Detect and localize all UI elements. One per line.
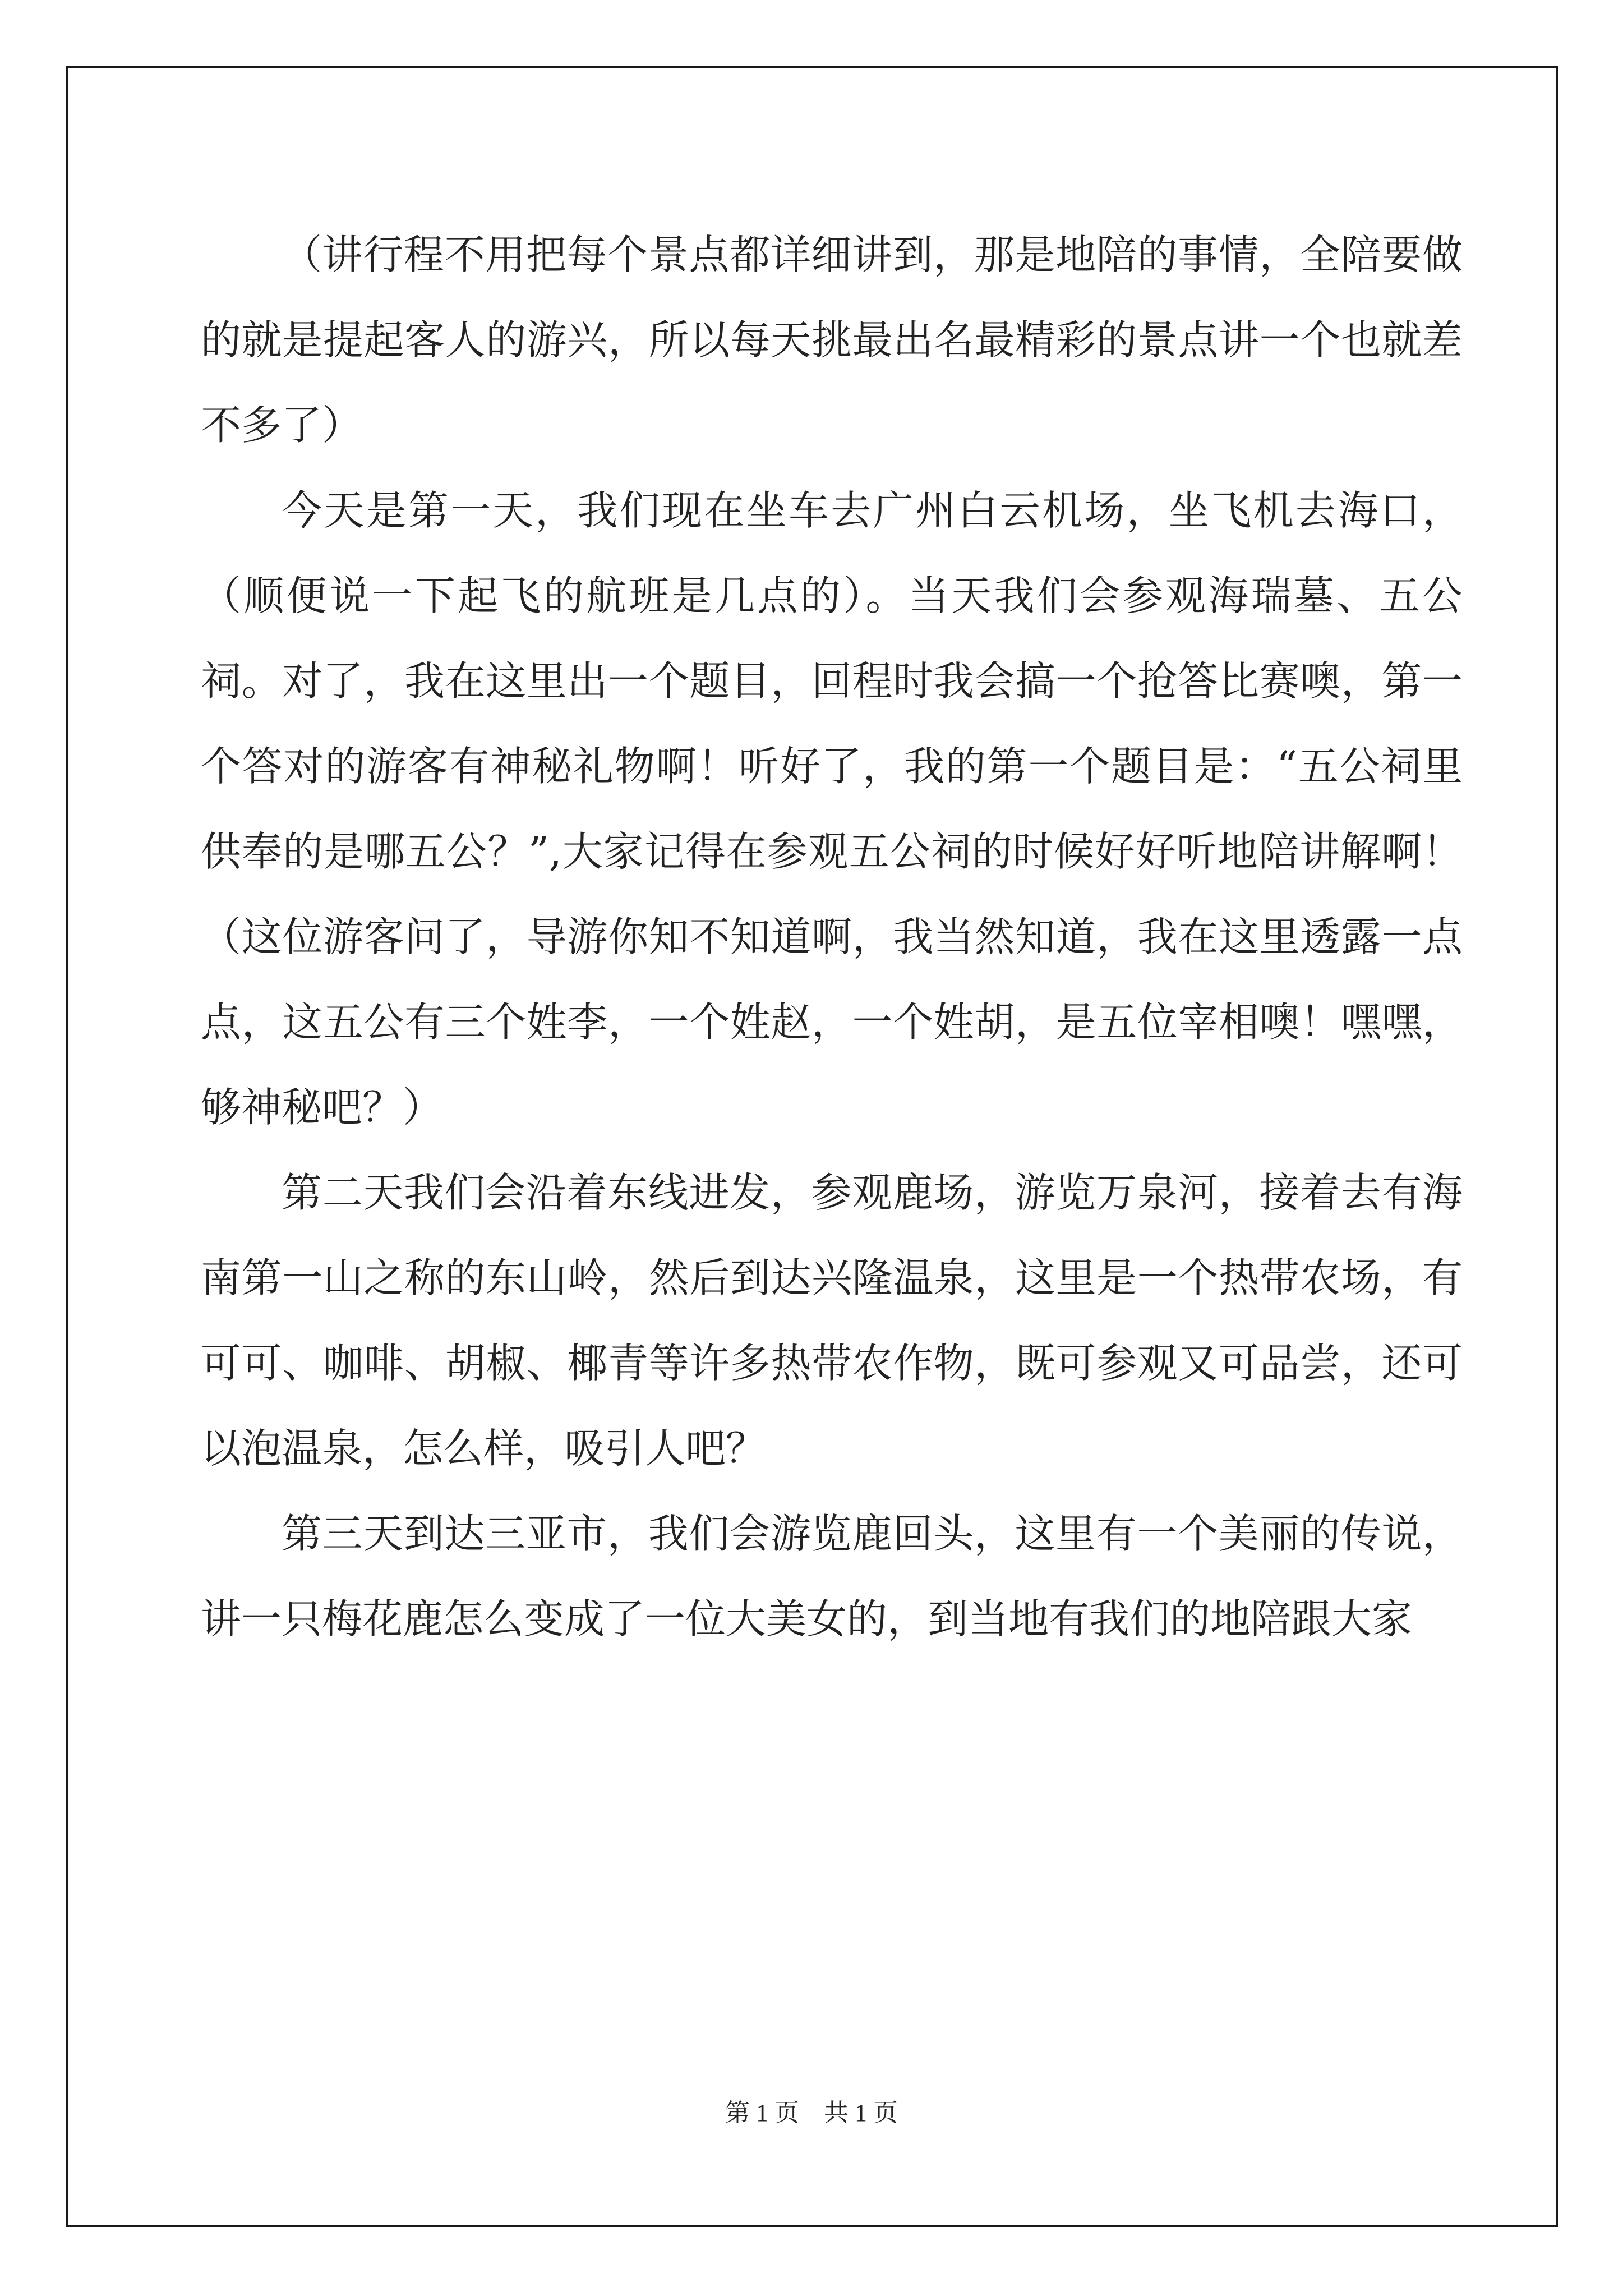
paragraph-itinerary-note: （讲行程不用把每个景点都详细讲到，那是地陪的事情，全陪要做的就是提起客人的游兴，所以每天挑最出名最精彩的景点讲一个也就差不多了） [201,231,1463,449]
document-body [201,212,1463,1662]
page-total: 共 1 页 [824,2099,898,2127]
paragraph-day-two: 第二天我们会沿着东线进发，参观鹿场，游览万泉河，接着去有海南第一山之称的东山岭，然后到达兴隆温泉，这里是一个热带农场，有可可、咖啡、胡椒、椰青等许多热带农作物，既可参观又可品尝，还可以泡温泉，怎么样，吸引人吧？ [201,1169,1463,1472]
page-footer [0,2092,1623,2128]
paragraph-day-one: 今天是第一天，我们现在坐车去广州白云机场，坐飞机去海口，（顺便说一下起飞的航班是几点的）。当天我们会参观海瑞墓、五公祠。对了，我在这里出一个题目，回程时我会搞一个抢答比赛噢，第一个答对的游客有神秘礼物啊！听好了，我的第一个题目是：“五公祠里供奉的是哪五公？”,大家记得在参观五公祠的时候好好听地陪讲解啊！（这位游客问了，导游你知不知道啊，我当然知道，我在这里透露一点点，这五公有三个姓李，一个姓赵，一个姓胡，是五位宰相噢！嘿嘿，够神秘吧？） [201,487,1463,1131]
paragraph-day-three: 第三天到达三亚市，我们会游览鹿回头，这里有一个美丽的传说，讲一只梅花鹿怎么变成了一位大美女的，到当地有我们的地陪跟大家 [201,1510,1463,1642]
page-number: 第 1 页 [725,2099,799,2127]
